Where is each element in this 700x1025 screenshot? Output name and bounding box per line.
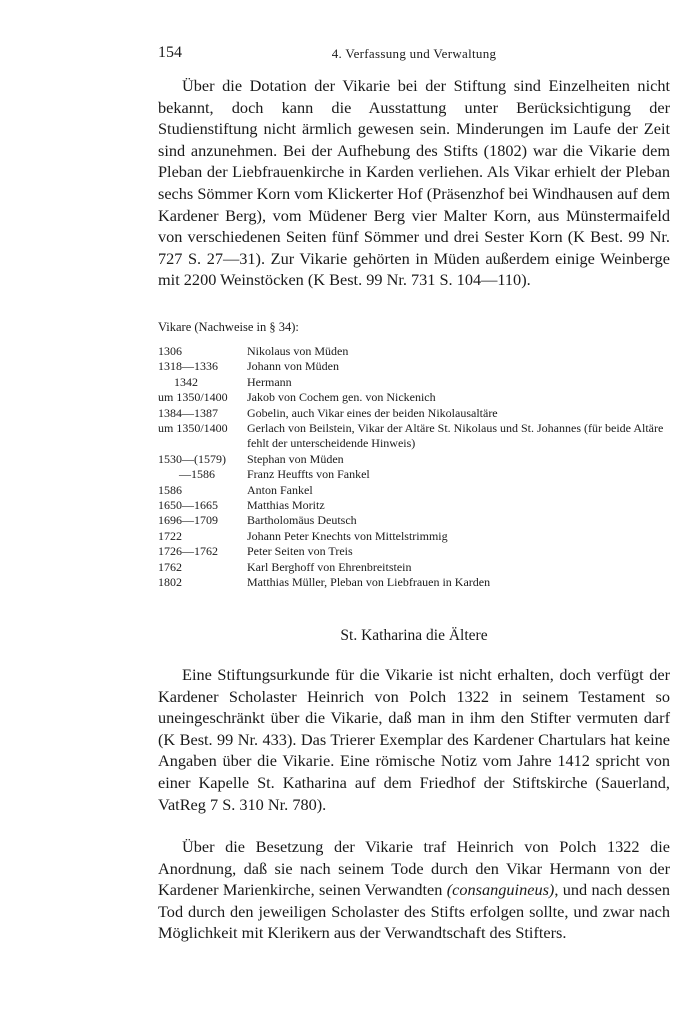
vikar-name: Matthias Müller, Pleban von Liebfrauen in Karden xyxy=(247,575,491,590)
list-item xyxy=(158,452,670,467)
vikar-name: Peter Seiten von Treis xyxy=(247,544,353,559)
vikar-year: 1586 xyxy=(158,482,182,497)
list-item xyxy=(158,467,670,482)
vikar-name: Karl Berghoff von Ehrenbreitstein xyxy=(247,559,412,574)
vikar-year: 1762 xyxy=(158,559,182,574)
list-item xyxy=(158,406,670,421)
vikar-year: 1650—1665 xyxy=(158,498,218,513)
vikar-name: Jakob von Cochem gen. von Nickenich xyxy=(247,390,436,405)
vikar-year: 1342 xyxy=(174,374,198,389)
vikar-year: 1802 xyxy=(158,575,182,590)
vikar-year: 1306 xyxy=(158,344,182,358)
paragraph-besetzung xyxy=(158,836,670,944)
vikar-year: 1722 xyxy=(158,528,182,543)
paragraph-text-start: Über die Besetzung der Vikarie traf Heinrich von Polch 1322 die Anordnung, daß sie nach seinem Tode durch den Vikar Hermann von der Kardener Marienkirche, seinen Verwandten xyxy=(158,837,670,900)
vikar-name: Anton Fankel xyxy=(247,482,313,497)
vikar-year: 1318—1336 xyxy=(158,359,218,374)
list-item xyxy=(158,575,670,590)
vikar-name: Johann von Müden xyxy=(247,359,339,374)
list-item xyxy=(158,498,670,513)
vikar-year: um 1350/1400 xyxy=(158,421,228,436)
vikare-caption: Vikare (Nachweise in § 34): xyxy=(158,320,299,334)
list-item xyxy=(158,359,670,374)
paragraph-dotation: Über die Dotation der Vikarie bei der Stiftung sind Einzelheiten nicht bekannt, doch kann die Ausstattung unter Berücksichtigung der Studienstiftung nicht ärmlich gewesen sein. Minderungen im Laufe der Zeit sind anzunehmen. Bei der Aufhebung des Stifts (1802) war die Vikarie dem Pleban der Liebfrauenkirche in Karden verliehen. Als Vikar erhielt der Pleban sechs Sömmer Korn vom Klickerter Hof (Präsenzhof bei Windhausen auf dem Kardener Berg), vom Müdener Berg vier Malter Korn, aus Münstermaifeld von verschiedenen Seiten fünf Sömmer und drei Sester Korn (K Best. 99 Nr. 727 S. 27—31). Zur Vikarie gehörten in Müden außerdem einige Weinberge mit 2200 Weinstöcken (K Best. 99 Nr. 731 S. 104—110). xyxy=(158,76,670,290)
vikar-name: Bartholomäus Deutsch xyxy=(247,513,357,528)
vikar-name: Johann Peter Knechts von Mittelstrimmig xyxy=(247,528,448,543)
vikar-year: —1586 xyxy=(179,467,215,482)
vikar-name: Nikolaus von Müden xyxy=(247,344,349,358)
vikar-name: Stephan von Müden xyxy=(247,451,344,466)
list-item xyxy=(158,513,670,528)
section-title: St. Katharina die Ältere xyxy=(340,627,488,644)
vikare-list xyxy=(158,344,670,591)
chapter-title: 4. Verfassung und Verwaltung xyxy=(331,46,497,61)
vikar-name: Matthias Moritz xyxy=(247,498,325,513)
vikar-year: 1696—1709 xyxy=(158,513,218,528)
running-head xyxy=(158,44,670,64)
list-item xyxy=(158,560,670,575)
paragraph-stiftung: Eine Stiftungsurkunde für die Vikarie ist nicht erhalten, doch verfügt der Kardener Scholaster Heinrich von Polch 1322 in seinem Testament so uneingeschränkt über die Vikarie, daß man in ihm den Stifter vermuten darf (K Best. 99 Nr. 433). Das Trierer Exemplar des Kardener Chartulars hat keine Angaben über die Vikarie. Eine römische Notiz vom Jahre 1412 spricht von einer Kapelle St. Katharina auf dem Friedhof der Stiftskirche (Sauerland, VatReg 7 S. 310 Nr. 780). xyxy=(158,665,670,814)
paragraph-text-end: , und nach dessen Tod durch den jeweiligen Scholaster des Stifts erfolgen sollte, und zwar nach Möglichkeit mit Klerikern aus der Verwandtschaft des Stifters. xyxy=(158,880,670,943)
list-item xyxy=(158,483,670,498)
list-item xyxy=(158,529,670,544)
vikar-year: 1530—(1579) xyxy=(158,451,226,466)
vikar-year: um 1350/1400 xyxy=(158,390,228,405)
vikar-name: Gobelin, auch Vikar eines der beiden Nikolausaltäre xyxy=(247,405,498,420)
vikar-name: Gerlach von Beilstein, Vikar der Altäre St. Nikolaus und St. Johannes (für beide Altäre fehlt der unterscheidende Hinweis) xyxy=(247,421,664,451)
page-number: 154 xyxy=(158,44,182,61)
vikar-year: 1384—1387 xyxy=(158,405,218,420)
list-item xyxy=(158,375,670,390)
vikar-year: 1726—1762 xyxy=(158,544,218,559)
italic-term: (consanguineus) xyxy=(446,880,555,900)
list-item xyxy=(158,544,670,559)
list-item xyxy=(158,344,670,359)
vikar-name: Franz Heuffts von Fankel xyxy=(247,467,370,482)
list-item xyxy=(158,421,670,452)
list-item xyxy=(158,390,670,405)
vikar-name: Hermann xyxy=(247,374,292,389)
